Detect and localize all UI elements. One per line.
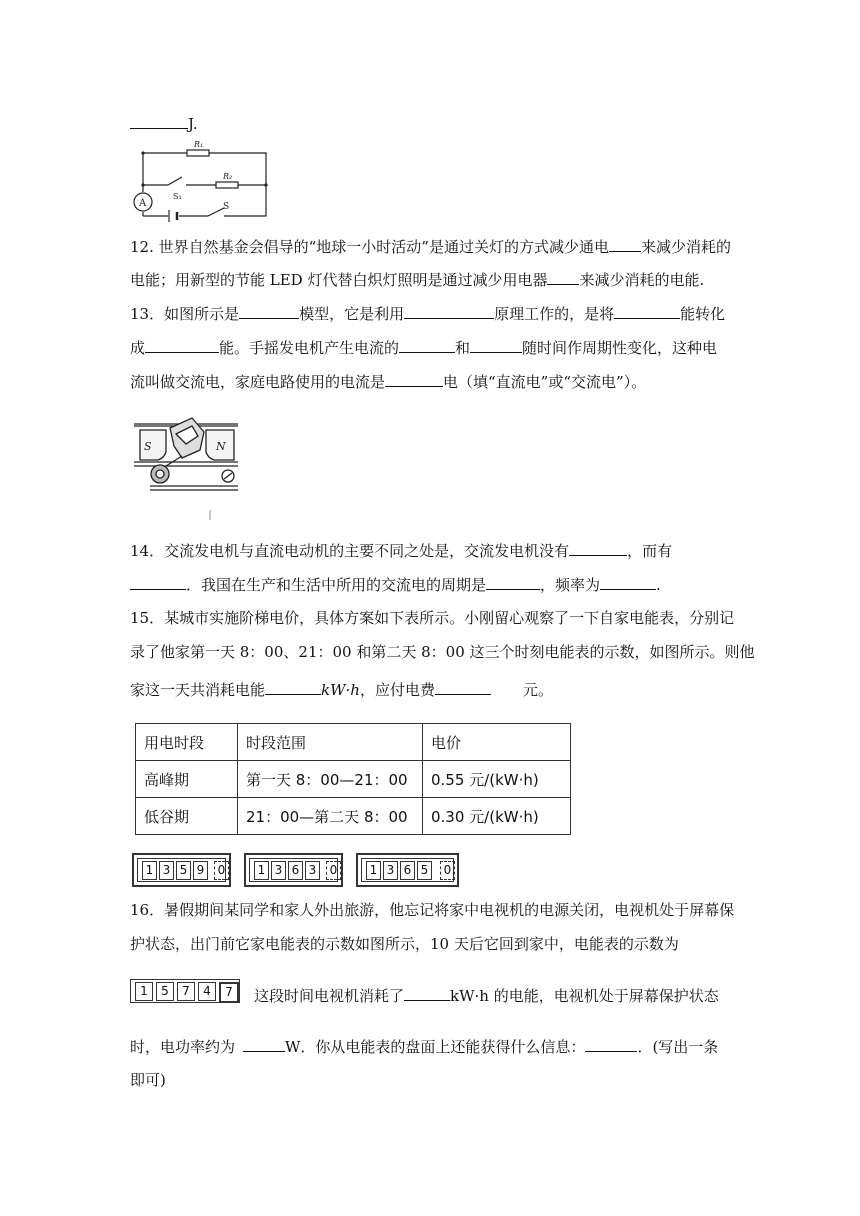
circuit-diagram bbox=[130, 138, 272, 222]
q16-text-1: 16．暑假期间某同学和家人外出旅游，他忘记将家中电视机的电源关闭，电视机处于屏幕保 bbox=[130, 901, 735, 919]
q16-text-4b: W．你从电能表的盘面上还能获得什么信息： bbox=[285, 1038, 586, 1056]
table-cell: 高峰期 bbox=[136, 761, 238, 798]
q11-tail-text: J. bbox=[188, 115, 198, 133]
q13-line-3 bbox=[130, 371, 646, 392]
meter-decimal-digit: 0 bbox=[214, 861, 229, 880]
table-cell: 0.30 元/(kW·h) bbox=[423, 798, 571, 835]
answer-blank[interactable] bbox=[600, 574, 656, 590]
meter-decimal-digit: 0 bbox=[326, 861, 341, 880]
meter-digit: 5 bbox=[176, 861, 191, 880]
answer-blank[interactable] bbox=[609, 236, 641, 252]
q16-text-3a: 这段时间电视机消耗了 bbox=[254, 987, 405, 1005]
label-r2: R₂ bbox=[223, 172, 233, 181]
answer-blank[interactable] bbox=[130, 574, 186, 590]
answer-blank[interactable] bbox=[404, 303, 494, 319]
answer-blank[interactable] bbox=[399, 337, 455, 353]
table-cell: 第一天 8：00—21：00 bbox=[238, 761, 423, 798]
meter-digit: 3 bbox=[159, 861, 174, 880]
q16-line-5 bbox=[130, 1070, 166, 1090]
answer-blank[interactable] bbox=[547, 269, 579, 285]
answer-blank[interactable] bbox=[486, 574, 540, 590]
energy-meter-3 bbox=[356, 853, 459, 887]
meter-digit: 5 bbox=[417, 861, 432, 880]
q14-line-1 bbox=[130, 540, 672, 561]
q14-text-2c: . bbox=[656, 576, 661, 594]
meter-digit: 1 bbox=[135, 982, 153, 1001]
meter-digit: 4 bbox=[198, 982, 216, 1001]
energy-meter-2 bbox=[244, 853, 343, 887]
answer-blank[interactable] bbox=[239, 303, 299, 319]
answer-blank[interactable] bbox=[385, 371, 443, 387]
q12-text-1b: 来减少消耗的 bbox=[640, 238, 731, 256]
q16-line-1 bbox=[130, 900, 734, 920]
meter-digit: 1 bbox=[142, 861, 157, 880]
meter-digit: 1 bbox=[254, 861, 269, 880]
label-n-pole: N bbox=[216, 440, 226, 453]
q15-line-1 bbox=[130, 608, 734, 628]
table-cell: 0.55 元/(kW·h) bbox=[423, 761, 571, 798]
q13-line-1 bbox=[130, 303, 725, 324]
q15-text-2: 录了他家第一天 8：00、21：00 和第二天 8：00 这三个时刻电能表的示数，如图所示。则他 bbox=[130, 643, 755, 661]
answer-blank[interactable] bbox=[585, 1036, 637, 1052]
q13-text-2d: 随时间作周期性变化，这种电 bbox=[522, 339, 718, 357]
table-header-row bbox=[136, 724, 571, 761]
q16-line-2 bbox=[130, 934, 679, 954]
q13-text-1a: 13．如图所示是 bbox=[130, 305, 240, 323]
table-cell: 低谷期 bbox=[136, 798, 238, 835]
q16-text-2: 护状态，出门前它家电能表的示数如图所示，10 天后它回到家中，电能表的示数为 bbox=[130, 935, 679, 953]
answer-blank[interactable] bbox=[404, 985, 450, 1001]
meter-digit: 5 bbox=[156, 982, 174, 1001]
q13-text-1d: 能转化 bbox=[680, 305, 726, 323]
q14-text-2b: ，频率为 bbox=[540, 576, 601, 594]
answer-blank[interactable] bbox=[130, 113, 188, 129]
q16-text-3b: kW·h 的电能，电视机处于屏幕保护状态 bbox=[450, 987, 719, 1005]
label-ammeter: A bbox=[139, 198, 147, 209]
q13-text-1b: 模型，它是利用 bbox=[299, 305, 405, 323]
answer-blank[interactable] bbox=[243, 1036, 285, 1052]
q16-line-3 bbox=[254, 985, 719, 1006]
table-header: 电价 bbox=[423, 724, 571, 761]
q15-text-3c: 元。 bbox=[522, 681, 553, 699]
q13-text-3b: 电（填“直流电”或“交流电”）。 bbox=[443, 373, 647, 391]
resistor-r2 bbox=[216, 182, 238, 188]
q16-text-4c: ．(写出一条 bbox=[637, 1038, 719, 1056]
q14-line-2 bbox=[130, 574, 661, 595]
table-row bbox=[136, 798, 571, 835]
q16-text-4a: 时，电功率约为 bbox=[130, 1038, 236, 1056]
q13-text-1c: 原理工作的，是将 bbox=[494, 305, 615, 323]
q16-text-5: 即可) bbox=[130, 1071, 166, 1089]
meter-digit: 6 bbox=[400, 861, 415, 880]
q14-text-2a: ．我国在生产和生活中所用的交流电的周期是 bbox=[186, 576, 487, 594]
answer-blank[interactable] bbox=[265, 679, 321, 695]
label-r1: R₁ bbox=[194, 140, 204, 149]
meter-digit: 7 bbox=[177, 982, 195, 1001]
meter-digit: 3 bbox=[271, 861, 286, 880]
q12-line-2 bbox=[130, 269, 704, 290]
q16-line-4 bbox=[130, 1036, 718, 1057]
q12-line-1 bbox=[130, 236, 731, 257]
q14-text-1a: 14．交流发电机与直流电动机的主要不同之处是，交流发电机没有 bbox=[130, 542, 570, 560]
q15-line-2 bbox=[130, 642, 755, 662]
label-s-pole: S bbox=[144, 440, 152, 453]
table-header: 用电时段 bbox=[136, 724, 238, 761]
table-header: 时段范围 bbox=[238, 724, 423, 761]
table-cell: 21：00—第二天 8：00 bbox=[238, 798, 423, 835]
q12-text-2a: 电能；用新型的节能 LED 灯代替白炽灯照明是通过减少用电器 bbox=[130, 271, 548, 289]
meter-digit: 3 bbox=[383, 861, 398, 880]
meter-digit: 9 bbox=[193, 861, 208, 880]
q14-text-1b: ，而有 bbox=[627, 542, 673, 560]
label-s1: S₁ bbox=[173, 192, 182, 201]
energy-meter-q16 bbox=[130, 979, 240, 1003]
meter-digit: 1 bbox=[366, 861, 381, 880]
price-table bbox=[135, 723, 571, 835]
answer-blank[interactable] bbox=[614, 303, 680, 319]
meter-decimal-digit: 0 bbox=[440, 861, 455, 880]
q15-unit: kW·h bbox=[321, 681, 360, 699]
generator-diagram bbox=[130, 410, 242, 522]
energy-meter-1 bbox=[132, 853, 231, 887]
q12-text-1a: 12. 世界自然基金会倡导的“地球一小时活动”是通过关灯的方式减少通电 bbox=[130, 238, 609, 256]
answer-blank[interactable] bbox=[145, 337, 219, 353]
q11-tail-line bbox=[130, 113, 198, 134]
q12-text-2b: 来减少消耗的电能. bbox=[579, 271, 705, 289]
battery-symbol bbox=[169, 210, 177, 222]
answer-blank[interactable] bbox=[470, 337, 522, 353]
q13-text-2b: 能。手摇发电机产生电流的 bbox=[219, 339, 400, 357]
answer-blank[interactable] bbox=[435, 679, 491, 695]
q13-text-3a: 流叫做交流电，家庭电路使用的电流是 bbox=[130, 373, 386, 391]
meter-digit: 6 bbox=[288, 861, 303, 880]
q13-line-2 bbox=[130, 337, 717, 358]
q15-text-1: 15．某城市实施阶梯电价，具体方案如下表所示。小刚留心观察了一下自家电能表，分别记 bbox=[130, 609, 735, 627]
q13-text-2c: 和 bbox=[455, 339, 471, 357]
q15-text-3b: ，应付电费 bbox=[359, 681, 435, 699]
meter-digit: 3 bbox=[305, 861, 320, 880]
q15-text-3a: 家这一天共消耗电能 bbox=[130, 681, 266, 699]
q13-text-2a: 成 bbox=[130, 339, 146, 357]
meter-decimal-digit: 7 bbox=[219, 982, 239, 1003]
q15-line-3 bbox=[130, 679, 553, 700]
label-s: S bbox=[223, 202, 230, 212]
table-row bbox=[136, 761, 571, 798]
resistor-r1 bbox=[187, 150, 209, 156]
answer-blank[interactable] bbox=[569, 540, 627, 556]
